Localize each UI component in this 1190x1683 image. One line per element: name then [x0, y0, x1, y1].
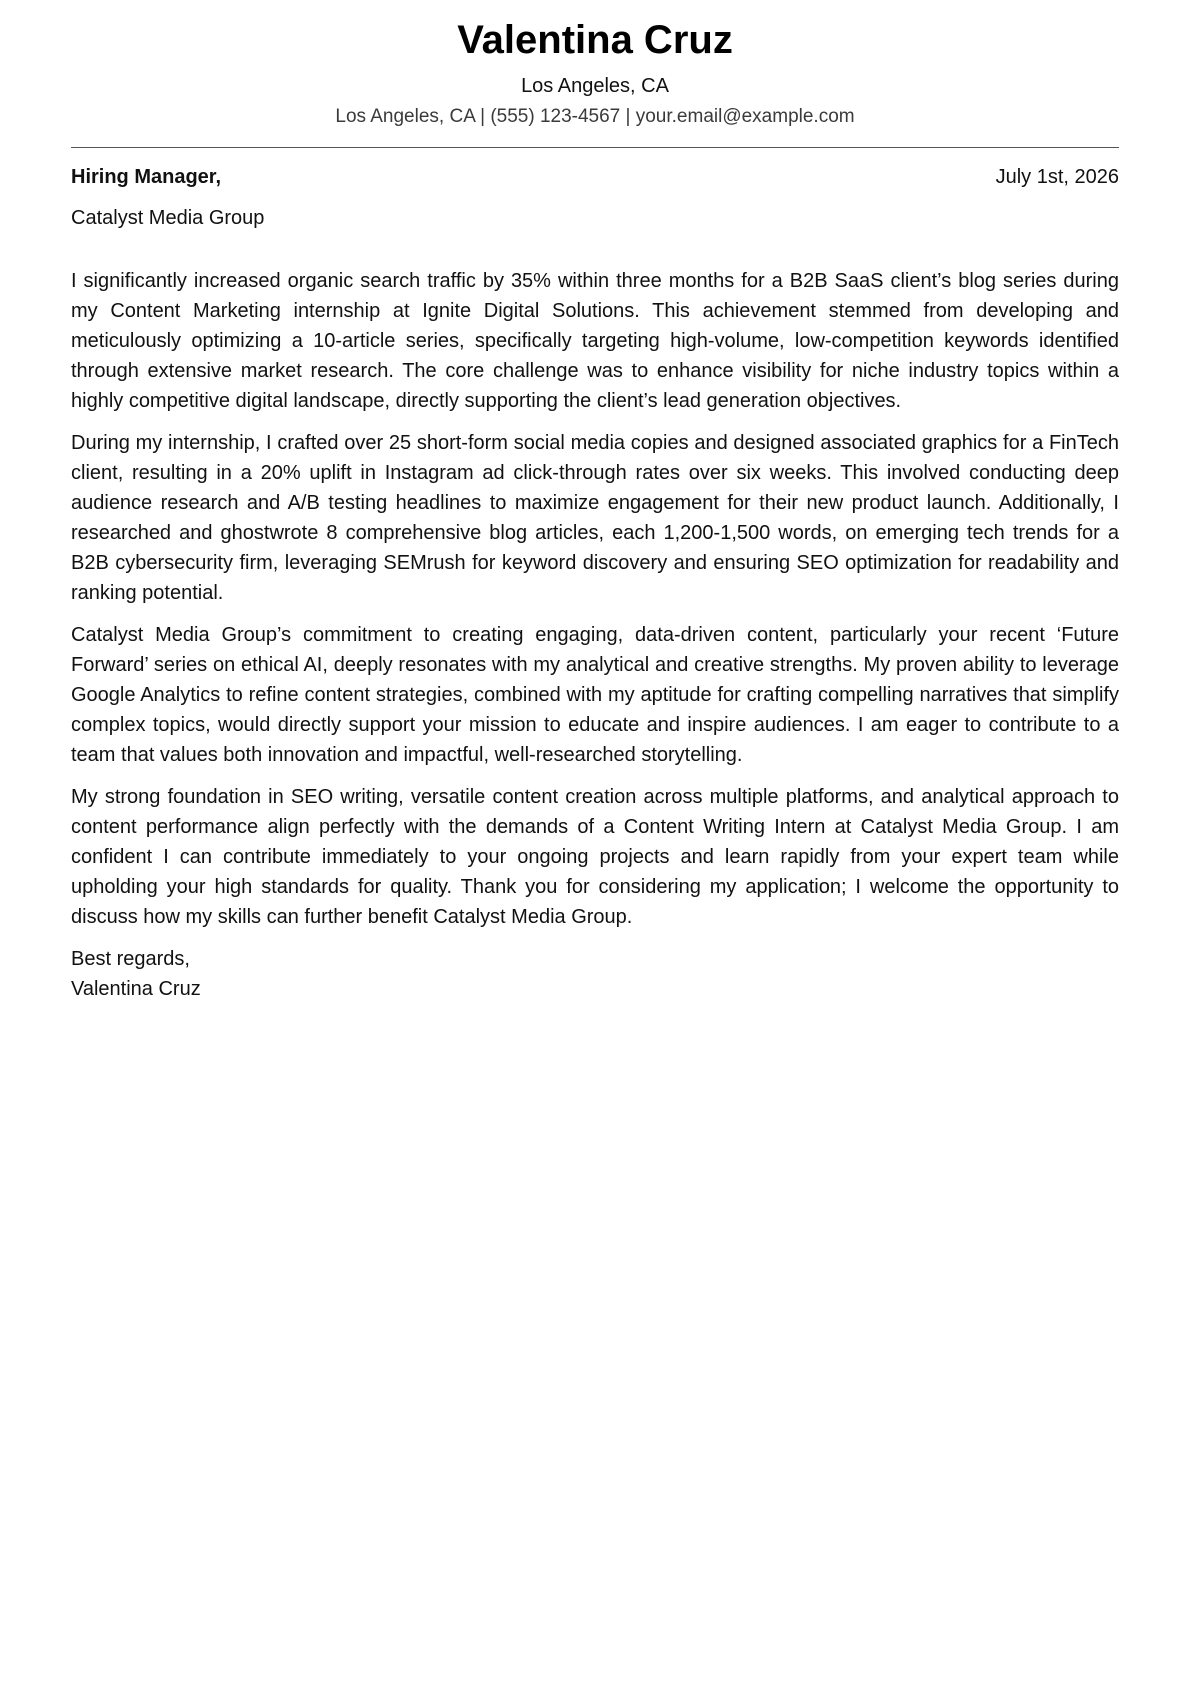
signature-name: Valentina Cruz — [71, 978, 201, 1000]
body-paragraph-4: My strong foundation in SEO writing, versatile content creation across multiple platforms, and analytical approach to content performance align perfectly with the demands of a Content Writing Intern at Catalyst Media Group. I am confident I can contribute immediately to your ongoing projects and learn rapidly from your expert team while upholding your high standards for quality. Thank you for considering my application; I welcome the opportunity to discuss how my skills can further benefit Catalyst Media Group. — [71, 786, 1119, 928]
recipient-date-row — [71, 162, 1119, 192]
sender-contact-line: Los Angeles, CA | (555) 123-4567 | your.email@example.com — [335, 106, 855, 127]
letter-date: July 1st, 2026 — [995, 166, 1119, 188]
body-paragraph-3: Catalyst Media Group’s commitment to creating engaging, data-driven content, particularly your recent ‘Future Forward’ series on ethical AI, deeply resonates with my analytical and creative strengths. My proven ability to leverage Google Analytics to refine content strategies, combined with my aptitude for crafting compelling narratives that simplify complex topics, would directly support your mission to educate and inspire audiences. I am eager to contribute to a team that values both innovation and impactful, well-researched storytelling. — [71, 624, 1119, 766]
letter-body — [71, 266, 1119, 932]
closing-phrase: Best regards, — [71, 948, 190, 970]
header-divider — [71, 147, 1119, 148]
recipient-salutation: Hiring Manager, — [71, 166, 222, 188]
body-paragraph-1: I significantly increased organic search traffic by 35% within three months for a B2B SaaS client’s blog series during my Content Marketing internship at Ignite Digital Solutions. This achievement stemmed from developing and meticulously optimizing a 10-article series, specifically targeting high-volume, low-competition keywords identified through extensive market research. The core challenge was to enhance visibility for niche industry topics within a highly competitive digital landscape, directly supporting the client’s lead generation objectives. — [71, 270, 1119, 412]
letter-closing — [71, 944, 1119, 1004]
sender-name: Valentina Cruz — [457, 18, 733, 62]
letter-header — [71, 0, 1119, 131]
body-paragraph-2: During my internship, I crafted over 25 short-form social media copies and designed associated graphics for a FinTech client, resulting in a 20% uplift in Instagram ad click-through rates over six weeks. This involved conducting deep audience research and A/B testing headlines to maximize engagement for their new product launch. Additionally, I researched and ghostwrote 8 comprehensive blog articles, each 1,200-1,500 words, on emerging tech trends for a B2B cybersecurity firm, leveraging SEMrush for keyword discovery and ensuring SEO optimization for readability and ranking potential. — [71, 432, 1119, 604]
sender-location: Los Angeles, CA — [521, 75, 669, 97]
recipient-company: Catalyst Media Group — [71, 207, 265, 229]
